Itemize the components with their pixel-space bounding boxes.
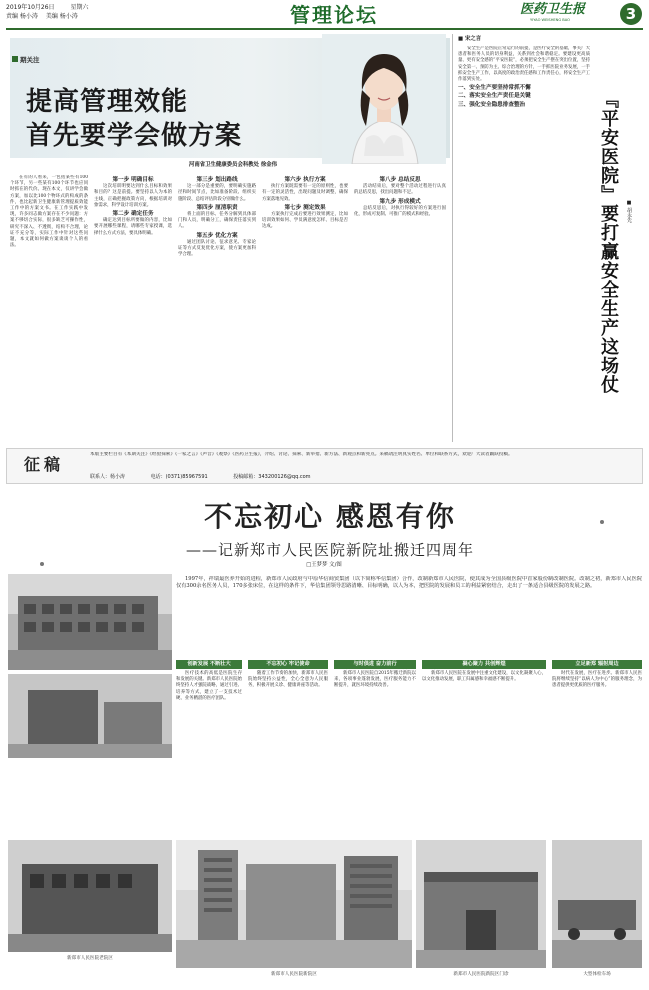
article1-column-tag [12,56,40,64]
article1-byline: 河南省卫生健康委员会科教处 徐金伟 [188,162,278,168]
article3-col-1 [176,660,242,834]
section-4-title: 第四步 厘清职责 [196,204,238,211]
header-date: 2019年10月26日 [6,4,55,11]
article3-byline: □王梦梦 文/图 [306,562,342,568]
section-6-title: 第六步 执行方案 [284,177,326,183]
article3-col5-title: 立足新郑 辐射周边 [552,660,642,669]
article2-para: 安全生产是医院正常运行的前提，是医疗安全的基础，事关广大患者和医务人员的切身利益，关系到社会和谐稳定。要建设更高质量、更有安全感的“平安医院”，必须把安全生产摆在突出位置，坚持安全第一、预防为主、综合治理的方针，一手抓医院业务发展，一手抓安全生产工作，以高度的政治责任感和工作责任心，将安全生产工作落到实处。 [458,46,590,83]
old-hospital-photo-1 [8,574,172,670]
article2-headline: 『平安医院』要打赢安全生产这场仗 [598,90,619,394]
column-tag-mark [12,56,18,62]
caption-old-hospital: 新郑市人民医院老院区 [67,956,113,961]
article1-col-5 [354,175,446,440]
article3-col5-body: 时代在发展，医疗在进步。新郑市人民医院将继续坚持“以病人为中心”的服务理念，为患者提供更优质的医疗服务。 [552,671,642,689]
section-3-title: 第三步 划出路线 [196,177,238,183]
masthead-en: YIYAO WEISHENG BAO [530,18,570,22]
article3-col4-body: 新郑市人民医院在发展中注重文化建设，以文化凝聚人心，以文化推动发展，职工归属感和幸福感不断提升。 [422,671,546,683]
section-title: 管理论坛 [290,3,378,27]
article1-photo [322,34,446,164]
section-7-title: 第七步 测定效果 [284,204,326,211]
header-editor: 责编 杨小涛 [6,13,38,20]
article1-headline-1: 提高管理效能 [26,87,189,117]
article3-col3-body: 新郑市人民医院自2015年搬迁新院以来，各项事业蓬勃发展，医疗服务能力不断提升，就医环境持续改善。 [334,671,416,689]
article2-subhead-2: 二、落实安全生产责任是关键 [458,93,531,100]
caption-new-hospital: 新郑市人民医院新院区 [271,972,317,977]
section-6-body: 执行方案既需要有一定的原则性，也要有一定的灵活性，出现问题及时调整，确保方案落地见效。 [262,184,348,202]
deco-dot-2 [600,520,604,524]
article2-subhead-1: 一、安全生产要坚持常抓不懈 [458,85,531,92]
recruit-label: 征稿 [24,455,65,474]
article1-col-2 [94,175,172,440]
caption-vehicle: 大型体检车场 [583,972,611,977]
section-9-title: 第九步 形成模式 [379,198,421,205]
section-1-title: 第一步 明确目标 [112,177,154,183]
article2-author2: ■ 胡永先 [626,200,632,223]
article2-body [458,46,590,441]
article3-col-2 [248,660,328,834]
page-number-badge: 3 [620,3,642,25]
article2-subhead-3: 三、强化安全隐患排查整治 [458,101,526,108]
article3-col-4 [422,660,546,834]
old-hospital-photo-2 [8,674,172,758]
column-tag-text: 期关注 [20,56,40,64]
recruit-phone: 电话：(0371)85967591 [150,474,208,480]
masthead-logo: 医药卫生报 [520,2,586,17]
article3-col3-title: 与时俱进 奋力前行 [334,660,416,669]
recruit-email: 投稿邮箱：343200126@qq.com [233,474,311,480]
article3-intro-text: 1997年，祥瑞最医养开始的进程，新郑市人民政府与中原华信商贸集团（以下简称华信集团）合作，改制新郑市人民医院，使其成为全国县级医院中首家股份制改制医院。改制之初，新郑市人民医院仅有300余名医务人员，170多张床位，在这样的条件下，华信集团领导思路清晰、目标明确，以人为本，把医院的发展和员工的利益紧密结合，走出了一条适合县级医院的发展之路。 [176,576,642,590]
old-hospital-photo-3 [8,840,172,952]
article3-col2-body: 随着工作节奏的加快，新郑市人民医院始终坚持公益性，全心全意为人民服务，积极开展义诊、健康讲座等活动。 [248,671,328,689]
section-8-title: 第八步 总结反思 [379,177,421,183]
section-3-body: 这一部分是重要的，要明确实施路径和时间节点，比如准备阶段、组织实施阶段、总结评估阶段分别做什么。 [178,184,256,202]
article3-intro [176,576,642,654]
vehicle-photo [552,840,642,968]
section-1-body: 这次培训明要达到什么目标和效果和目的？这是前提。要坚持以人为本的主线，正确把握政策方向，根据培训对象需求，科学设计培训方案。 [94,184,172,208]
article2-author: ■ 宋之言 [458,36,482,42]
column-divider [452,34,453,442]
outpatient-photo [416,840,546,968]
section-7-body: 方案执行完成后要进行效果测定，比如培训效果如何、学员满意度怎样、目标是否达成。 [262,212,348,230]
article3-col1-title: 创新发展 不断壮大 [176,660,242,669]
article3-col1-body: 医疗技术的高低是医院生存和发展的关键。新郑市人民医院始终坚持人才强院战略，通过引进、培养等方式，建立了一支技术过硬、业务精湛的医疗团队。 [176,671,242,701]
article1-intro: 在有的人看来，一包括某些有100个环节，另一些某有100个环节也应同时抓在的代价。现在本文，仅讲学会做方案，加以比100个物环式的构成的条件，也比起新卫生健康新管理提质效能工作中的方案文书。在工作实践中发现，许多同志做方案存在不少问题：方案不够切合实际，很多缺乏可操作性，研究不深入、不透彻，结构不合理，论证不充分等，实际工作中针对这些问题，本文就如何做方案谈谈个人的看法。 [10,175,88,249]
article3-col4-title: 凝心聚力 共创辉煌 [422,660,546,669]
article3-col-5 [552,660,642,834]
recruit-contact-line [90,474,630,481]
caption-outpatient: 新郑市人民医院新院区门诊 [453,972,509,977]
section-5-body: 通过团队讨论、征求意见、专家论证等方式反复优化方案，使方案更加科学合理。 [178,239,256,258]
section-9-body: 总结反思后，对执行得较好的方案进行固化，形成可复制、可推广的模式和经验。 [354,205,446,218]
header-rule [6,28,643,30]
section-5-title: 第五步 优化方案 [196,232,238,239]
article1-col-1 [10,175,88,440]
section-2-body: 确定达到目标所要做的内容，比如要开展哪些课程，请哪些专家授课，选择什么方式方法，要具体明确。 [94,218,172,236]
recruit-contact: 联系人：杨小涛 [90,474,126,480]
article3-col2-title: 不忘初心 牢记使命 [248,660,328,669]
new-hospital-photo [176,840,412,968]
article1-headline-2: 首先要学会做方案 [26,121,243,151]
recruit-text: 本版主要栏目有《本期关注》《经验探索》《一家之言》《声音》《观察》《医药卫生报》，介绍、讨论、探索、新举措、新方法、新观点和新亮点。来稿请注明真实姓名、单位和联系方式，欢迎广大读者踊跃投稿。 [90,452,513,457]
header-date-line [6,4,88,12]
header-weekday: 星期六 [70,4,89,11]
section-4-body: 将上面的目标、任务分解到具体部门和人员，明确分工，确保责任落实到人。 [178,212,256,230]
article3-col-3 [334,660,416,834]
deco-dot-1 [40,562,44,566]
header-editors [6,13,78,21]
section-2-title: 第二步 确定任务 [112,211,154,218]
article3-headline: 不忘初心 感恩有你 [204,500,456,533]
article1-col-4 [262,175,348,440]
article3-subheadline: ——记新郑市人民医院新院址搬迁四周年 [185,541,474,559]
section-8-body: 活动结束后，要对整个活动过程进行认真的总结反思，找出问题和不足。 [354,184,446,196]
article1-col-3 [178,175,256,440]
header-designer: 美编 杨小涛 [45,13,78,20]
